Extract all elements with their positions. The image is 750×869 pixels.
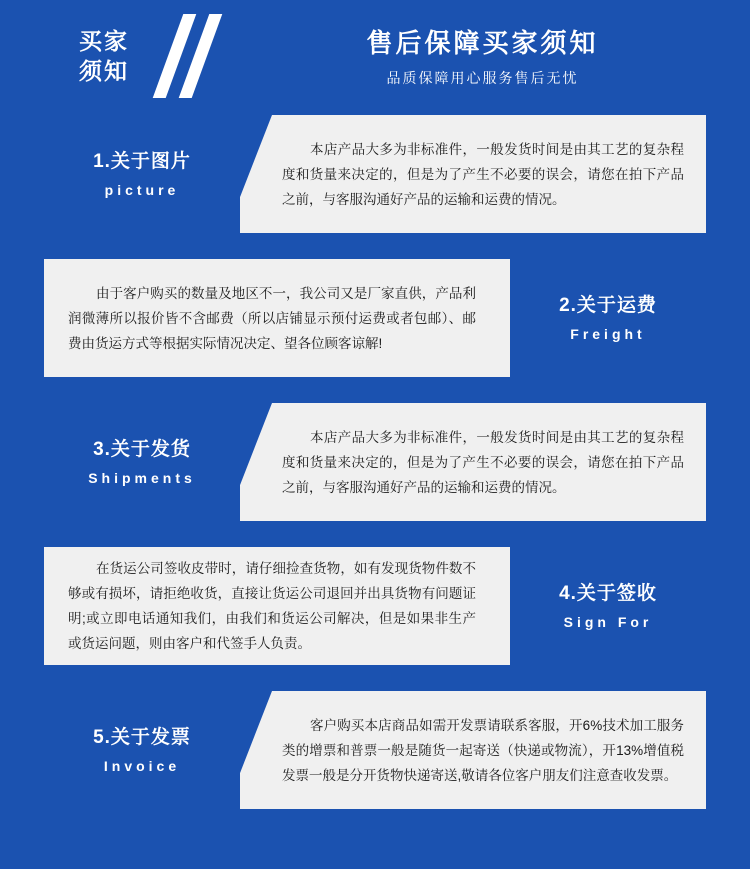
section-body xyxy=(254,115,692,233)
section-body xyxy=(254,691,692,809)
section-title-en: picture xyxy=(104,182,180,198)
section-label-sign-for xyxy=(510,547,706,665)
section-shipments xyxy=(44,403,706,521)
section-freight xyxy=(44,259,706,377)
section-text: 客户购买本店商品如需开发票请联系客服，开6%技术加工服务类的增票和普票一般是随货一起寄送（快递或物流），开13%增值税发票一般是分开货物快递寄送,敬请各位客户朋友们注意查收发票。 xyxy=(282,717,684,783)
header-badge-line1: 买家 xyxy=(79,28,129,54)
section-label-picture xyxy=(44,115,240,233)
page-title: 售后保障买家须知 xyxy=(366,28,599,58)
section-label-invoice xyxy=(44,691,240,809)
section-text: 在货运公司签收皮带时，请仔细捡查货物，如有发现货物件数不够或有损坏，请拒绝收货，直接让货运公司退回并出具货物有问题证明;或立即电话通知我们，由我们和货运公司解决，但是如果非生产或货运问题，则由客户和代签手人负责。 xyxy=(68,561,476,651)
section-title: 3.关于发货 xyxy=(93,439,191,460)
section-label-shipments xyxy=(44,403,240,521)
section-picture xyxy=(44,115,706,233)
section-invoice xyxy=(44,691,706,809)
section-title: 5.关于发票 xyxy=(93,727,191,748)
section-title-en: Invoice xyxy=(103,758,181,774)
header-badge-line2: 须知 xyxy=(79,58,129,84)
section-sign-for xyxy=(44,547,706,665)
header-badge xyxy=(52,24,156,88)
page-subtitle: 品质保障用心服务售后无忧 xyxy=(386,70,579,86)
section-body xyxy=(58,259,496,377)
section-title: 4.关于签收 xyxy=(559,583,657,604)
slash-decoration-icon xyxy=(160,14,250,98)
section-body xyxy=(58,547,496,665)
header-title-group xyxy=(255,26,750,88)
section-text: 本店产品大多为非标准件，一般发货时间是由其工艺的复杂程度和货量来决定的，但是为了产生不必要的误会，请您在拍下产品之前，与客服沟通好产品的运输和运费的情况。 xyxy=(282,429,684,495)
notice-sections xyxy=(0,115,750,809)
section-text: 本店产品大多为非标准件，一般发货时间是由其工艺的复杂程度和货量来决定的，但是为了产生不必要的误会，请您在拍下产品之前，与客服沟通好产品的运输和运费的情况。 xyxy=(282,141,684,207)
section-body xyxy=(254,403,692,521)
section-title-en: Freight xyxy=(570,326,646,342)
section-title-en: Shipments xyxy=(88,470,196,486)
section-label-freight xyxy=(510,259,706,377)
page-header xyxy=(0,0,750,115)
section-title-en: Sign For xyxy=(563,614,653,630)
section-text: 由于客户购买的数量及地区不一，我公司又是厂家直供，产品利润微薄所以报价皆不含邮费（所以店铺显示预付运费或者包邮）、邮费由货运方式等根据实际情况决定、望各位顾客谅解! xyxy=(68,285,476,351)
section-title: 1.关于图片 xyxy=(93,151,191,172)
section-title: 2.关于运费 xyxy=(559,295,657,316)
